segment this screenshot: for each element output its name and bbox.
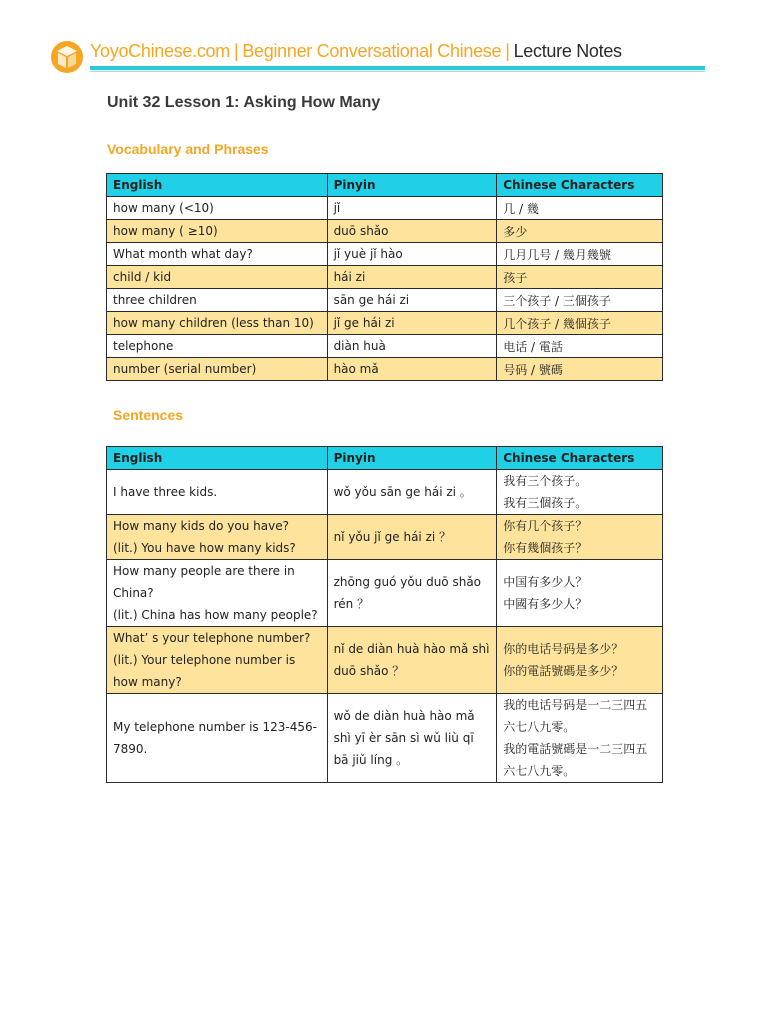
table-row (107, 627, 663, 694)
cell-english: how many ( ≥10) (107, 220, 328, 243)
cell-line: (lit.) You have how many kids? (113, 541, 296, 555)
column-header-chinese: Chinese Characters (497, 174, 663, 197)
column-header-english: English (107, 174, 328, 197)
cell-line: bā jiǔ líng 。 (333, 753, 409, 767)
cell-line: 六七八九零。 (503, 764, 576, 778)
cell-line: 六七八九零。 (503, 720, 576, 734)
cell-chinese (497, 470, 663, 515)
column-header-chinese: Chinese Characters (497, 447, 663, 470)
cell-line: China? (113, 586, 154, 600)
cell-line: 你的电话号码是多少？ (503, 642, 624, 656)
table-row (107, 358, 663, 381)
cell-chinese (497, 560, 663, 627)
vocab-header-row (107, 174, 663, 197)
cell-line: how many? (113, 675, 182, 689)
cell-chinese: 几月几号 / 幾月幾號 (497, 243, 663, 266)
cell-english: how many children (less than 10) (107, 312, 328, 335)
table-row (107, 515, 663, 560)
cell-pinyin: sān ge hái zi (327, 289, 497, 312)
cell-english (107, 560, 328, 627)
cell-line: 7890. (113, 742, 148, 756)
cell-chinese: 孩子 (497, 266, 663, 289)
cell-line: 我的电话号码是一二三四五 (503, 698, 648, 712)
cell-line: 你有幾個孩子？ (503, 541, 588, 555)
cell-line: 你有几个孩子？ (503, 519, 588, 533)
table-row (107, 243, 663, 266)
cell-english: What month what day? (107, 243, 328, 266)
cell-english (107, 515, 328, 560)
cell-chinese: 三个孩子 / 三個孩子 (497, 289, 663, 312)
cell-chinese: 多少 (497, 220, 663, 243)
cell-chinese: 几 / 幾 (497, 197, 663, 220)
header-rule (90, 66, 705, 70)
cell-pinyin: hái zi (327, 266, 497, 289)
cell-english: telephone (107, 335, 328, 358)
cell-pinyin (327, 627, 497, 694)
cell-chinese: 号码 / 號碼 (497, 358, 663, 381)
table-row (107, 470, 663, 515)
sentences-table (106, 446, 663, 783)
cell-line: zhōng guó yǒu duō shǎo (333, 575, 482, 589)
cell-line: wǒ yǒu sān ge hái zi 。 (333, 485, 472, 499)
cell-line: What’ s your telephone number? (113, 631, 311, 645)
page-title: Unit 32 Lesson 1: Asking How Many (107, 94, 381, 111)
cell-pinyin: jǐ ge hái zi (327, 312, 497, 335)
yoyo-cube-icon (50, 40, 84, 74)
cell-line: 我有三個孩子。 (503, 496, 588, 510)
cell-line: 中國有多少人？ (503, 597, 588, 611)
notes-label: Lecture Notes (513, 41, 622, 61)
cell-english: how many (<10) (107, 197, 328, 220)
site-name: YoyoChinese.com (90, 41, 230, 61)
cell-line: I have three kids. (113, 485, 218, 499)
column-header-english: English (107, 447, 328, 470)
cell-line: 你的電話號碼是多少？ (503, 664, 624, 678)
table-row (107, 694, 663, 783)
cell-line: How many kids do you have? (113, 519, 289, 533)
table-row (107, 266, 663, 289)
cell-chinese: 电话 / 電話 (497, 335, 663, 358)
cell-english (107, 627, 328, 694)
cell-line: (lit.) Your telephone number is (113, 653, 296, 667)
cell-line: nǐ yǒu jǐ ge hái zi ？ (333, 530, 452, 544)
cell-line: 我的電話號碼是一二三四五 (503, 742, 648, 756)
cell-chinese (497, 515, 663, 560)
cell-line: My telephone number is 123-456- (113, 720, 317, 734)
cell-line: 中国有多少人？ (503, 575, 588, 589)
table-row (107, 289, 663, 312)
cell-pinyin: diàn huà (327, 335, 497, 358)
header-brand (90, 41, 622, 62)
vocab-table (106, 173, 663, 381)
cell-english (107, 694, 328, 783)
cell-chinese (497, 627, 663, 694)
cell-line: (lit.) China has how many people? (113, 608, 318, 622)
cell-pinyin (327, 560, 497, 627)
table-row (107, 197, 663, 220)
cell-pinyin: jǐ yuè jǐ hào (327, 243, 497, 266)
cell-pinyin (327, 515, 497, 560)
sentences-header-row (107, 447, 663, 470)
cell-pinyin: hào mǎ (327, 358, 497, 381)
cell-line: 我有三个孩子。 (503, 474, 588, 488)
table-row (107, 560, 663, 627)
cell-chinese: 几个孩子 / 幾個孩子 (497, 312, 663, 335)
cell-english: three children (107, 289, 328, 312)
cell-line: wǒ de diàn huà hào mǎ (333, 709, 475, 723)
cell-english: number (serial number) (107, 358, 328, 381)
table-row (107, 220, 663, 243)
cell-line: nǐ de diàn huà hào mǎ shì (333, 642, 490, 656)
cell-pinyin (327, 470, 497, 515)
cell-line: rén ？ (333, 597, 370, 611)
header-separator: | (505, 41, 510, 61)
table-row (107, 312, 663, 335)
cell-line: shì yī èr sān sì wǔ liù qī (333, 731, 474, 745)
cell-line: duō shǎo ？ (333, 664, 405, 678)
column-header-pinyin: Pinyin (327, 174, 497, 197)
vocab-heading: Vocabulary and Phrases (107, 141, 269, 157)
cell-english (107, 470, 328, 515)
header-rule-thin (90, 71, 705, 72)
cell-chinese (497, 694, 663, 783)
cell-pinyin (327, 694, 497, 783)
table-row (107, 335, 663, 358)
column-header-pinyin: Pinyin (327, 447, 497, 470)
sentences-heading: Sentences (113, 407, 184, 423)
cell-pinyin: jǐ (327, 197, 497, 220)
cell-english: child / kid (107, 266, 328, 289)
document-header (50, 38, 705, 74)
course-name: Beginner Conversational Chinese (242, 41, 502, 61)
cell-line: How many people are there in (113, 564, 295, 578)
cell-pinyin: duō shǎo (327, 220, 497, 243)
header-separator: | (233, 41, 239, 61)
